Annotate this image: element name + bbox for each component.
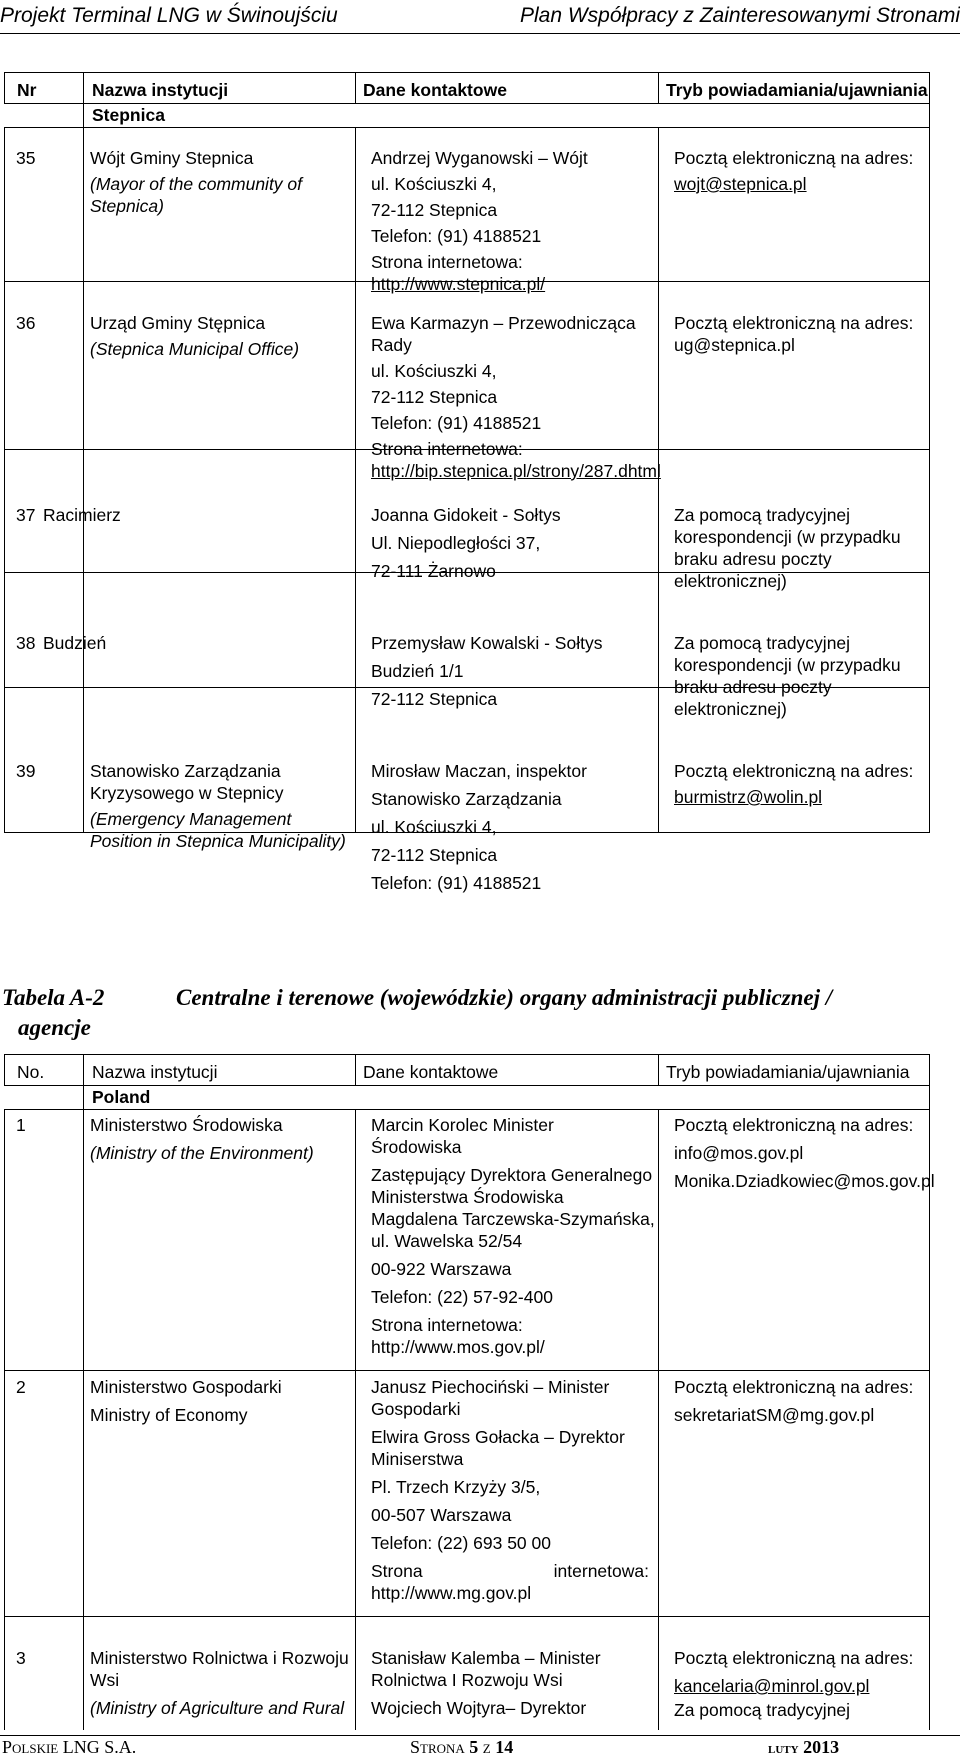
row-number: 36 — [16, 313, 36, 333]
row-number: 37 — [16, 505, 36, 525]
contact-details: Marcin Korolec Minister Środowiska Zastępujący Dyrektora Generalnego Ministerstwa Środowiska Magdalena Tarczewska-Szymańska, ul. Wawelska 52/54 00-922 Warszawa Telefon: (22) 57-92-400 Strona internetowa: http://www.mos.gov.pl/ — [371, 1114, 661, 1358]
col-header-contact: Dane kontaktowe — [356, 1055, 659, 1086]
section-label: Stepnica — [84, 104, 930, 128]
contact-details: Andrzej Wyganowski – Wójt ul. Kościuszki 4, 72-112 Stepnica Telefon: (91) 4188521 Strona internetowa: http://www.stepnica.pl/ — [371, 147, 661, 295]
row-number: 38 — [16, 633, 36, 653]
website-link[interactable]: http://www.stepnica.pl/ — [371, 274, 546, 294]
email-link[interactable]: wojt@stepnica.pl — [674, 174, 807, 194]
institution-name: Racimierz — [43, 505, 121, 525]
section-row — [5, 1086, 930, 1110]
contact-details: Ewa Karmazyn – Przewodnicząca Rady ul. Kościuszki 4, 72-112 Stepnica Telefon: (91) 4188521 Strona internetowa: http://bip.stepnica.pl/strony/287.dhtml — [371, 313, 661, 481]
row-number: 3 — [16, 1648, 26, 1668]
institution-name: Stanowisko Zarządzania Kryzysowego w Stepnicy (Emergency Management Position in Stepnica Municipality) — [90, 761, 346, 851]
header-project-title: Projekt Terminal LNG w Świnoujściu — [0, 4, 338, 27]
row-number: 2 — [16, 1377, 26, 1397]
notification-mode: Pocztą elektroniczną na adres: burmistrz@wolin.pl — [674, 760, 929, 808]
section-label: Poland — [84, 1086, 930, 1110]
institution-name: Budzień — [43, 633, 107, 653]
contact-details: Janusz Piechociński – Minister Gospodarki Elwira Gross Gołacka – Dyrektor Miniserstwa Pl. Trzech Krzyży 3/5, 00-507 Warszawa Telefon: (22) 693 50 00 Strona internetowa: http://www.mg.gov.pl — [371, 1377, 649, 1603]
institution-name: Wójt Gminy Stepnica (Mayor of the community of Stepnica) — [90, 148, 303, 216]
justified-word: internetowa: — [553, 1561, 649, 1581]
row-number: 35 — [16, 148, 36, 168]
col-header-notify: Tryb powiadamiania/ujawniania — [659, 1055, 930, 1086]
header-rule — [0, 33, 960, 34]
email-link[interactable]: sekretariatSM@mg.gov.pl — [674, 1405, 875, 1425]
notification-mode: Za pomocą tradycyjnej korespondencji (w przypadku braku adresu poczty elektronicznej) — [674, 633, 901, 719]
footer-company: Polskie LNG S.A. — [2, 1737, 137, 1757]
col-header-nr: Nr — [5, 73, 84, 104]
email-link[interactable]: burmistrz@wolin.pl — [674, 787, 823, 807]
contact-details: Stanisław Kalemba – Minister Rolnictwa I Rozwoju Wsi Wojciech Wojtyra– Dyrektor — [371, 1648, 601, 1718]
section-row — [5, 104, 930, 128]
website-link[interactable]: http://www.mg.gov.pl — [371, 1583, 532, 1603]
contact-details: Mirosław Maczan, inspektor Stanowisko Zarządzania ul. Kościuszki 4, 72-112 Stepnica Telefon: (91) 4188521 — [371, 761, 587, 893]
footer-page-number: Strona 5 z 14 — [410, 1737, 514, 1757]
notification-mode: Za pomocą tradycyjnej korespondencji (w przypadku braku adresu poczty elektronicznej) — [674, 505, 901, 591]
notification-mode: Pocztą elektroniczną na adres: kancelaria@minrol.gov.pl Za pomocą tradycyjnej — [674, 1647, 929, 1721]
col-header-no: No. — [5, 1055, 84, 1086]
col-header-contact: Dane kontaktowe — [356, 73, 659, 104]
website-link[interactable]: http://bip.stepnica.pl/strony/287.dhtml — [371, 461, 661, 481]
institution-name: Ministerstwo Gospodarki Ministry of Economy — [90, 1377, 282, 1425]
notification-mode: Pocztą elektroniczną na adres: ug@stepnica.pl — [674, 313, 914, 355]
col-header-notify: Tryb powiadamiania/ujawniania — [659, 73, 930, 104]
table-caption-title: Centralne i terenowe (wojewódzkie) organy administracji publicznej / — [176, 985, 833, 1010]
footer-rule — [0, 1735, 960, 1736]
notification-mode: Pocztą elektroniczną na adres: wojt@stepnica.pl — [674, 147, 929, 195]
table-caption-title-cont: agencje — [18, 1015, 91, 1040]
page-header — [0, 4, 960, 34]
table-caption-label: Tabela A-2 — [2, 985, 105, 1010]
footer-date: luty 2013 — [768, 1737, 840, 1757]
table-header-row — [5, 1055, 930, 1086]
justified-word: Strona — [371, 1561, 423, 1581]
email-link[interactable]: kancelaria@minrol.gov.pl — [674, 1676, 870, 1696]
institution-name: Urząd Gminy Stępnica (Stepnica Municipal Office) — [90, 313, 300, 359]
row-number: 1 — [16, 1115, 26, 1135]
contact-details: Joanna Gidokeit - Sołtys Ul. Niepodległości 37, 72-111 Żarnowo — [371, 505, 561, 581]
notification-mode: Pocztą elektroniczną na adres: sekretariatSM@mg.gov.pl — [674, 1376, 929, 1426]
website-link[interactable]: http://www.mos.gov.pl/ — [371, 1337, 545, 1357]
header-plan-title: Plan Współpracy z Zainteresowanymi Stronami — [520, 4, 960, 27]
col-header-name: Nazwa instytucji — [84, 1055, 356, 1086]
email-link[interactable]: info@mos.gov.pl — [674, 1143, 804, 1163]
col-header-name: Nazwa instytucji — [84, 73, 356, 104]
institution-name: Ministerstwo Środowiska (Ministry of the Environment) — [90, 1115, 314, 1163]
row-number: 39 — [16, 761, 36, 781]
email-link[interactable]: Monika.Dziadkowiec@mos.gov.pl — [674, 1171, 935, 1191]
institution-name: Ministerstwo Rolnictwa i Rozwoju Wsi (Ministry of Agriculture and Rural — [90, 1648, 349, 1718]
notification-mode: Pocztą elektroniczną na adres: info@mos.gov.pl Monika.Dziadkowiec@mos.gov.pl — [674, 1115, 935, 1191]
contact-details: Przemysław Kowalski - Sołtys Budzień 1/1 72-112 Stepnica — [371, 633, 603, 709]
table-header-row — [5, 73, 930, 104]
